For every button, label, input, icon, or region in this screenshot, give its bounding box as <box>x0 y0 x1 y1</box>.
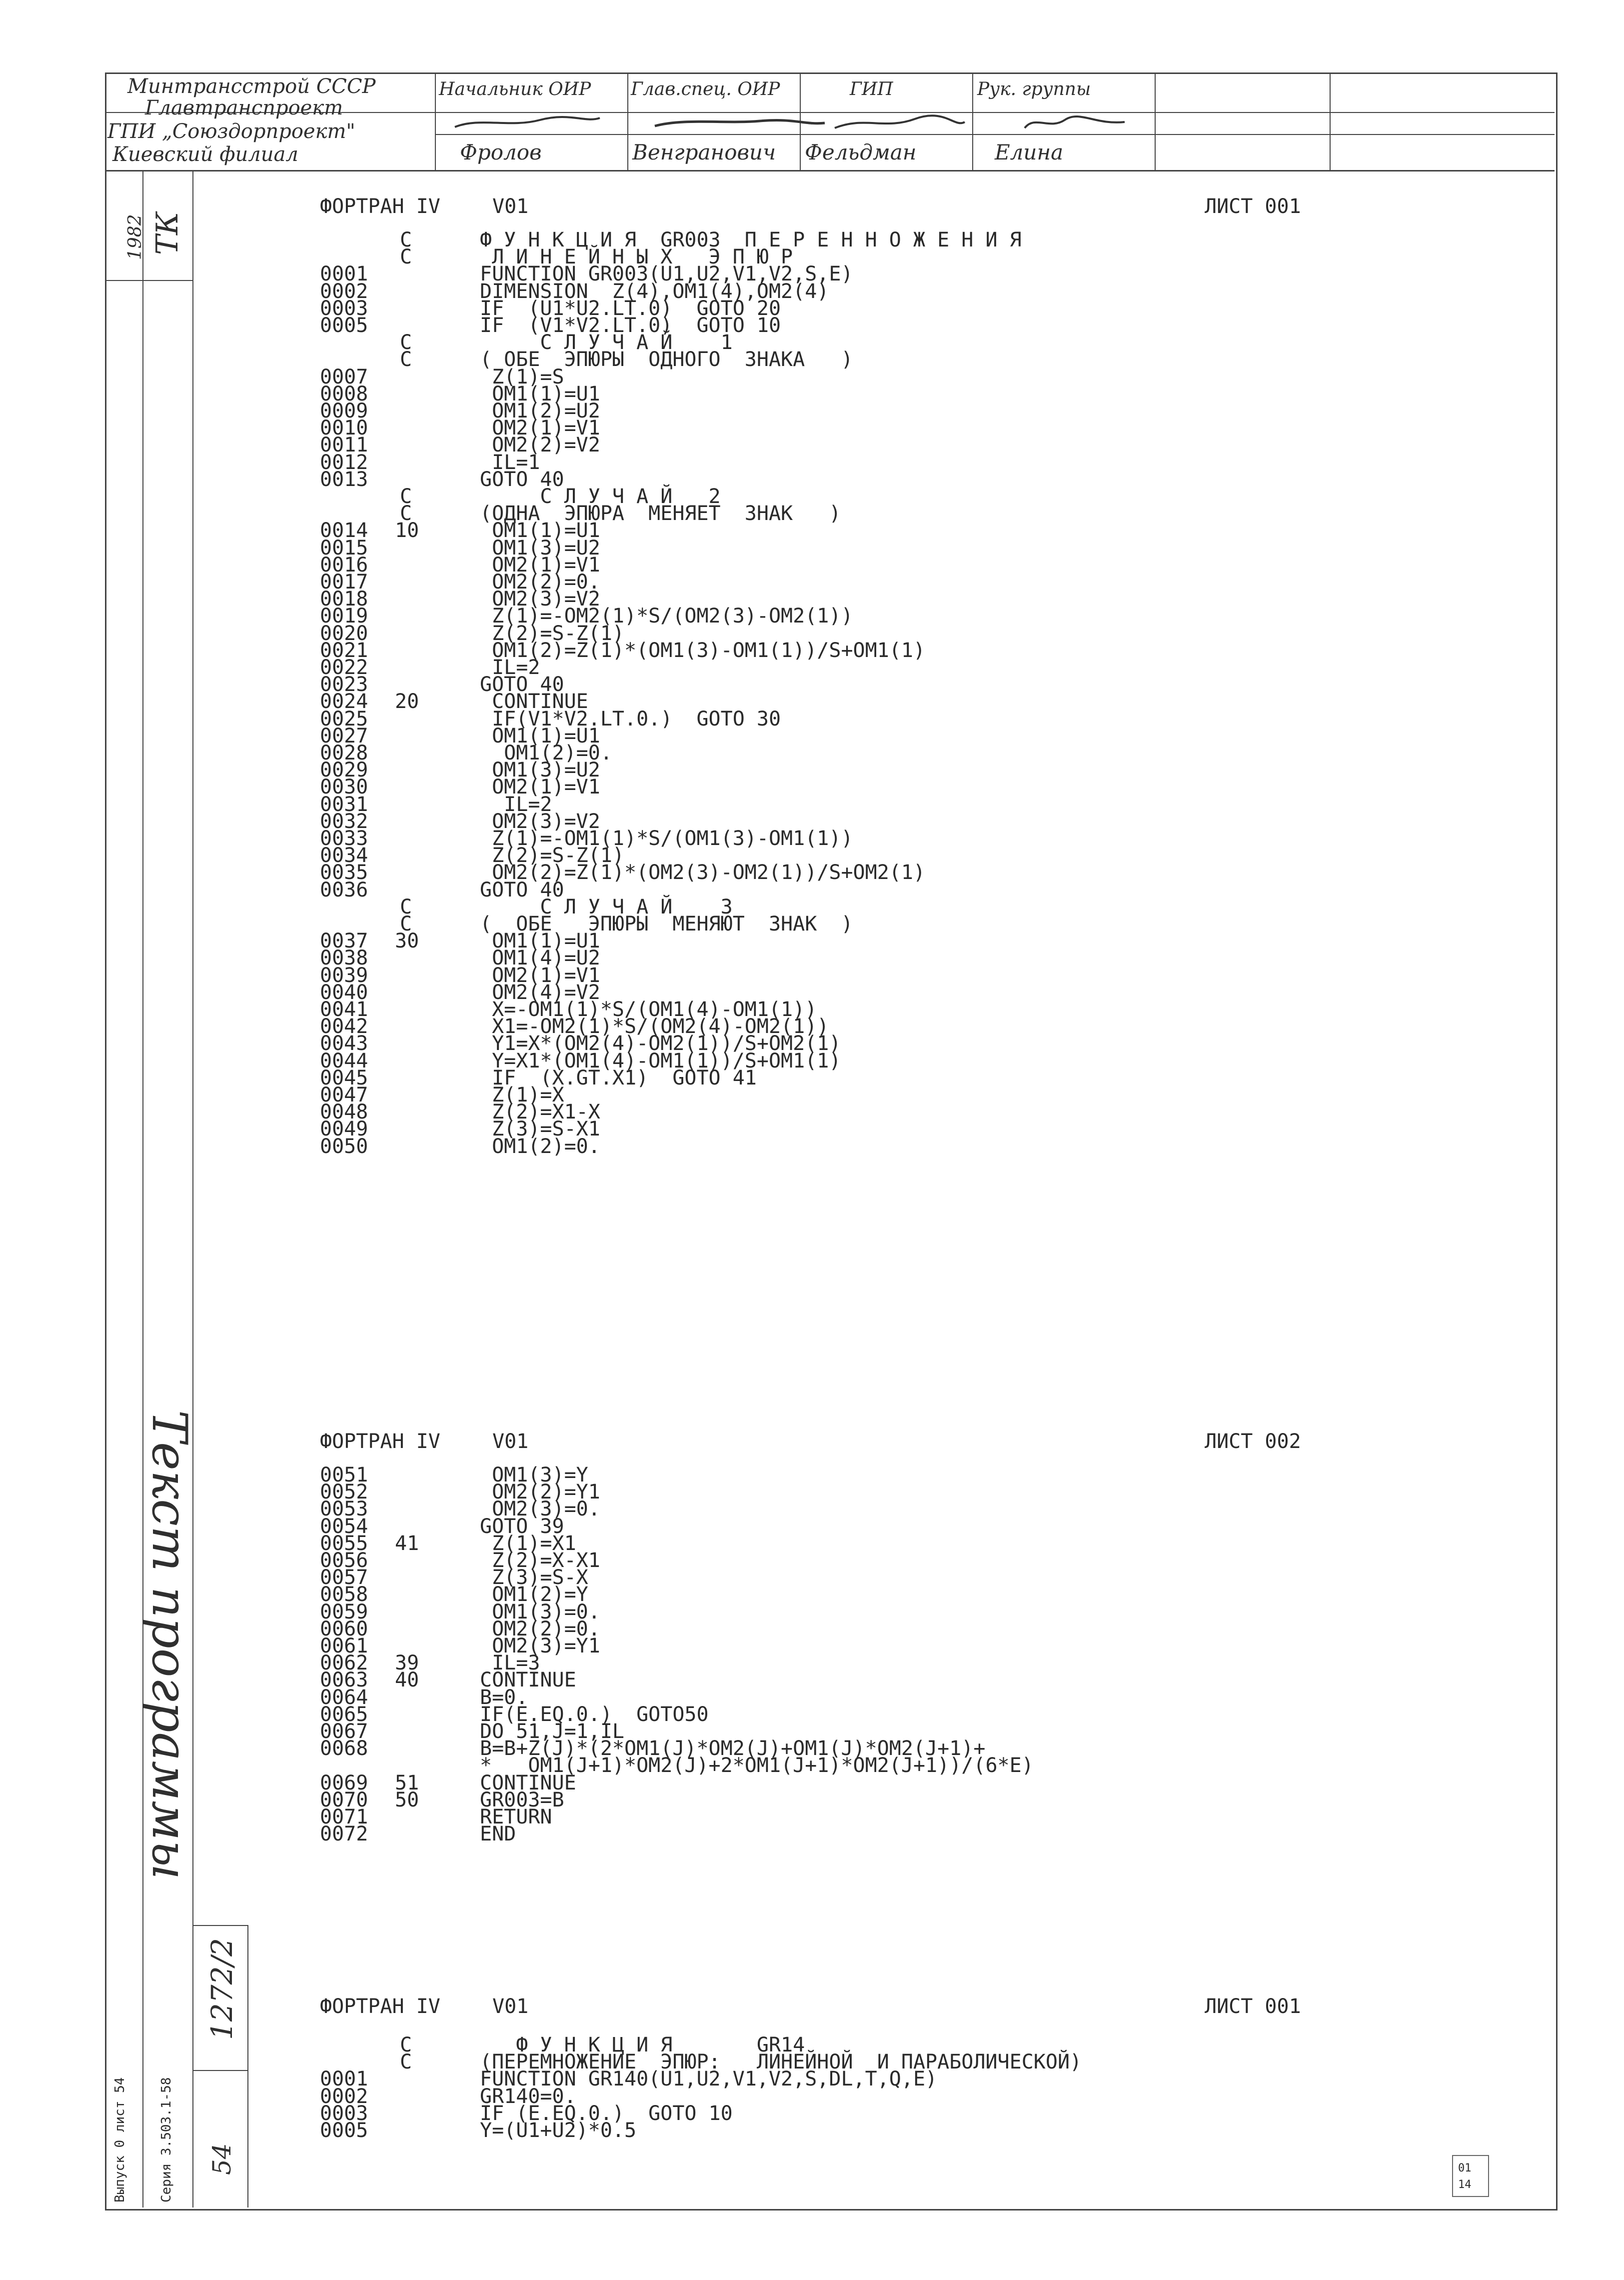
line-number: 0017 <box>320 570 368 594</box>
line-number: 0051 <box>320 1464 368 1486</box>
line-number: 0018 <box>320 588 368 611</box>
statement-label: C <box>400 348 412 372</box>
line-number: 0034 <box>320 844 368 868</box>
statement-label: C <box>400 2050 412 2074</box>
statement-text: Z(3)=S-X <box>480 1566 588 1590</box>
line-number: 0013 <box>320 468 368 491</box>
statement-text: * OM1(J+1)*OM2(J)+2*OM1(J+1)*OM2(J+1))/(6*E) <box>480 1754 1034 1778</box>
listing-language: ФОРТРАН IV <box>320 195 440 218</box>
statement-label: 51 <box>395 1771 419 1794</box>
statement-text: GOTO 40 <box>480 468 564 491</box>
line-number: 0005 <box>320 2119 368 2142</box>
margin-issue: Выпуск 0 лист 54 <box>112 2077 127 2202</box>
line-number: 0039 <box>320 964 368 987</box>
line-number: 0052 <box>320 1480 368 1504</box>
statement-text: IL=3 <box>480 1652 540 1675</box>
line-number: 0042 <box>320 1015 368 1038</box>
name-vengranovich: Венгранович <box>632 140 776 164</box>
statement-label: C <box>400 912 412 936</box>
statement-text: IL=2 <box>480 656 540 679</box>
org-line-1: Минтрансстрой СССР <box>127 75 376 98</box>
line-number: 0045 <box>320 1066 368 1090</box>
line-number: 0054 <box>320 1514 368 1538</box>
statement-text: OM1(3)=U2 <box>480 536 600 560</box>
statement-text: Y1=X*(OM2(4)-OM2(1))/S+OM2(1) <box>480 1032 841 1056</box>
listing-sheet-number: ЛИСТ 001 <box>1205 195 1301 218</box>
statement-text: IL=1 <box>480 450 540 474</box>
line-number: 0014 <box>320 519 368 542</box>
statement-text: X1=-OM2(1)*S/(OM2(4)-OM2(1)) <box>480 1015 829 1038</box>
statement-label: C <box>400 502 412 526</box>
name-elina: Елина <box>995 140 1064 164</box>
statement-text: OM2(1)=V1 <box>480 776 600 799</box>
statement-text: Z(3)=S-X1 <box>480 1118 600 1141</box>
statement-label: 41 <box>395 1532 419 1555</box>
statement-text: RETURN <box>480 1806 552 1828</box>
line-number: 0031 <box>320 792 368 816</box>
statement-text: OM2(2)=V2 <box>480 434 600 457</box>
line-number: 0012 <box>320 450 368 474</box>
statement-text: OM1(2)=U2 <box>480 400 600 422</box>
line-number: 0040 <box>320 980 368 1004</box>
org-line-4: Киевский филиал <box>112 143 298 166</box>
signature-marks <box>435 113 1155 134</box>
statement-label: 30 <box>395 930 419 953</box>
statement-text: OM1(1)=U1 <box>480 519 600 542</box>
statement-text: B=0. <box>480 1686 528 1709</box>
statement-text: OM1(1)=U1 <box>480 930 600 953</box>
line-number: 0023 <box>320 673 368 696</box>
line-number: 0043 <box>320 1032 368 1056</box>
line-number: 0021 <box>320 638 368 662</box>
statement-text: Z(1)=S <box>480 365 564 388</box>
statement-text: IF (E.EQ.0.) GOTO 10 <box>480 2102 733 2125</box>
statement-text: ( ОБЕ ЭПЮРЫ ОДНОГО ЗНАКА ) <box>480 348 853 372</box>
line-number: 0071 <box>320 1806 368 1828</box>
listing-version: V01 <box>492 1995 529 2018</box>
statement-text: OM1(1)=U1 <box>480 724 600 748</box>
statement-text: OM1(3)=U2 <box>480 758 600 782</box>
listing-version: V01 <box>492 1430 529 1453</box>
line-number: 0041 <box>320 998 368 1021</box>
statement-text: GR140=0. <box>480 2084 576 2108</box>
statement-text: B=B+Z(J)*(2*OM1(J)*OM2(J)+OM1(J)*OM2(J+1)+ <box>480 1737 986 1760</box>
line-number: 0005 <box>320 314 368 337</box>
statement-label: 40 <box>395 1668 419 1692</box>
line-number: 0003 <box>320 2102 368 2125</box>
statement-text: Z(2)=S-Z(1) <box>480 844 624 868</box>
line-number: 0061 <box>320 1634 368 1658</box>
statement-text: GOTO 40 <box>480 878 564 902</box>
statement-text: DIMENSION Z(4),OM1(4),OM2(4) <box>480 280 829 303</box>
statement-text: CONTINUE <box>480 690 588 714</box>
line-number: 0055 <box>320 1532 368 1555</box>
line-number: 0022 <box>320 656 368 679</box>
statement-text: OM2(1)=V1 <box>480 964 600 987</box>
line-number: 0036 <box>320 878 368 902</box>
statement-label: 10 <box>395 519 419 542</box>
line-number: 0072 <box>320 1822 368 1846</box>
line-number: 0065 <box>320 1702 368 1726</box>
line-number: 0027 <box>320 724 368 748</box>
statement-text: FUNCTION GR003(U1,U2,V1,V2,S,E) <box>480 262 853 286</box>
line-number: 0038 <box>320 946 368 970</box>
line-number: 0049 <box>320 1118 368 1141</box>
statement-text: Z(1)=X1 <box>480 1532 576 1555</box>
line-number: 0024 <box>320 690 368 714</box>
role-chief-spec: Глав.спец. ОИР <box>631 79 780 100</box>
name-feldman: Фельдман <box>805 140 917 164</box>
line-number: 0028 <box>320 742 368 764</box>
line-number: 0057 <box>320 1566 368 1590</box>
line-number: 0001 <box>320 2068 368 2091</box>
statement-text: OM2(3)=0. <box>480 1498 600 1521</box>
line-number: 0067 <box>320 1720 368 1743</box>
line-number: 0069 <box>320 1771 368 1794</box>
line-number: 0060 <box>320 1617 368 1640</box>
org-line-2: Главтранспроект <box>145 96 343 120</box>
statement-text: Y=X1*(OM1(4)-OM1(1))/S+OM1(1) <box>480 1049 841 1072</box>
role-group-lead: Рук. группы <box>977 79 1091 100</box>
statement-text: OM1(4)=U2 <box>480 946 600 970</box>
line-number: 0025 <box>320 707 368 730</box>
statement-text: OM2(2)=0. <box>480 570 600 594</box>
corner-mark <box>1452 2155 1489 2197</box>
statement-text: С Л У Ч А Й 2 <box>480 485 721 508</box>
org-line-3: ГПИ „Союздорпроект" <box>107 120 355 143</box>
line-number: 0056 <box>320 1549 368 1572</box>
corner-mark-text: 01 14 <box>1458 2162 1472 2191</box>
statement-text: С Л У Ч А Й 3 <box>480 895 733 918</box>
line-number: 0016 <box>320 553 368 576</box>
statement-text: С Л У Ч А Й 1 <box>480 331 733 354</box>
statement-text: GOTO 39 <box>480 1514 564 1538</box>
line-number: 0063 <box>320 1668 368 1692</box>
statement-text: IF (X.GT.X1) GOTO 41 <box>480 1066 757 1090</box>
line-number: 0050 <box>320 1134 368 1158</box>
statement-label: 50 <box>395 1788 419 1812</box>
name-frolov: Фролов <box>460 140 542 164</box>
statement-text: OM1(2)=Y <box>480 1583 588 1606</box>
statement-text: OM1(1)=U1 <box>480 382 600 406</box>
listing-sheet-number: ЛИСТ 002 <box>1205 1430 1301 1453</box>
line-number: 0033 <box>320 827 368 850</box>
margin-doc-number: 1272/2 <box>205 1938 239 2040</box>
line-number: 0053 <box>320 1498 368 1521</box>
statement-text: OM1(2)=0. <box>480 1134 600 1158</box>
margin-year: 1982 <box>125 214 145 260</box>
statement-text: Z(2)=X1-X <box>480 1100 600 1124</box>
statement-text: Y=(U1+U2)*0.5 <box>480 2119 637 2142</box>
statement-text: OM2(3)=V2 <box>480 810 600 833</box>
line-number: 0037 <box>320 930 368 953</box>
statement-text: Z(2)=S-Z(1) <box>480 622 624 645</box>
line-number: 0070 <box>320 1788 368 1812</box>
statement-text: OM2(1)=V1 <box>480 416 600 440</box>
statement-text: Z(2)=X-X1 <box>480 1549 600 1572</box>
statement-label: 20 <box>395 690 419 714</box>
line-number: 0010 <box>320 416 368 440</box>
statement-text: OM2(3)=V2 <box>480 588 600 611</box>
statement-label: C <box>400 246 412 269</box>
line-number: 0030 <box>320 776 368 799</box>
statement-text: IF (V1*V2.LT.0) GOTO 10 <box>480 314 781 337</box>
statement-text: X=-OM1(1)*S/(OM1(4)-OM1(1)) <box>480 998 817 1021</box>
statement-label: C <box>400 2034 412 2056</box>
role-head-oir: Начальник ОИР <box>439 79 591 100</box>
line-number: 0047 <box>320 1084 368 1106</box>
statement-label: 39 <box>395 1652 419 1675</box>
statement-text: Ф У Н К Ц И Я GR003 П Е Р Е Н Н О Ж Е Н И Я <box>480 228 1022 252</box>
statement-text: Ф У Н К Ц И Я GR14 <box>480 2034 805 2056</box>
statement-text: OM2(3)=Y1 <box>480 1634 600 1658</box>
statement-text: OM2(1)=V1 <box>480 553 600 576</box>
statement-text: OM2(2)=Z(1)*(OM2(3)-OM2(1))/S+OM2(1) <box>480 861 926 884</box>
statement-label: C <box>400 228 412 252</box>
role-gip: ГИП <box>850 79 893 100</box>
line-number: 0068 <box>320 1737 368 1760</box>
statement-text: OM1(3)=0. <box>480 1600 600 1624</box>
statement-text: END <box>480 1822 516 1846</box>
statement-text: ( ОБЕ ЭПЮРЫ МЕНЯЮТ ЗНАК ) <box>480 912 853 936</box>
statement-text: FUNCTION GR140(U1,U2,V1,V2,S,DL,T,Q,E) <box>480 2068 938 2091</box>
margin-page: 54 <box>207 2143 236 2175</box>
statement-text: IF (U1*U2.LT.0) GOTO 20 <box>480 296 781 320</box>
line-number: 0062 <box>320 1652 368 1675</box>
statement-text: CONTINUE <box>480 1771 576 1794</box>
statement-text: OM2(2)=Y1 <box>480 1480 600 1504</box>
statement-text: (ОДНА ЭПЮРА МЕНЯЕТ ЗНАК ) <box>480 502 841 526</box>
line-number: 0059 <box>320 1600 368 1624</box>
statement-text: Z(1)=-OM1(1)*S/(OM1(3)-OM1(1)) <box>480 827 853 850</box>
line-number: 0064 <box>320 1686 368 1709</box>
line-number: 0008 <box>320 382 368 406</box>
line-number: 0007 <box>320 365 368 388</box>
statement-text: Z(1)=-OM2(1)*S/(OM2(3)-OM2(1)) <box>480 604 853 628</box>
line-number: 0044 <box>320 1049 368 1072</box>
line-number: 0009 <box>320 400 368 422</box>
line-number: 0048 <box>320 1100 368 1124</box>
statement-text: IL=2 <box>480 792 552 816</box>
statement-text: Л И Н Е Й Н Ы Х Э П Ю Р <box>480 246 793 269</box>
statement-text: OM1(3)=Y <box>480 1464 588 1486</box>
line-number: 0003 <box>320 296 368 320</box>
line-number: 0029 <box>320 758 368 782</box>
statement-label: C <box>400 895 412 918</box>
statement-text: GOTO 40 <box>480 673 564 696</box>
line-number: 0019 <box>320 604 368 628</box>
line-number: 0001 <box>320 262 368 286</box>
line-number: 0020 <box>320 622 368 645</box>
statement-text: OM2(4)=V2 <box>480 980 600 1004</box>
line-number: 0035 <box>320 861 368 884</box>
line-number: 0015 <box>320 536 368 560</box>
listing-version: V01 <box>492 195 529 218</box>
margin-code: ТК <box>150 212 185 255</box>
margin-series: Серия 3.503.1-58 <box>159 2077 174 2202</box>
listing-sheet-number: ЛИСТ 001 <box>1205 1995 1301 2018</box>
statement-text: OM2(2)=0. <box>480 1617 600 1640</box>
line-number: 0032 <box>320 810 368 833</box>
statement-text: DO 51,J=1,IL <box>480 1720 624 1743</box>
statement-text: IF(E.EQ.0.) GOTO50 <box>480 1702 709 1726</box>
line-number: 0002 <box>320 2084 368 2108</box>
statement-text: GR003=B <box>480 1788 564 1812</box>
statement-text: IF(V1*V2.LT.0.) GOTO 30 <box>480 707 781 730</box>
listing-language: ФОРТРАН IV <box>320 1430 440 1453</box>
statement-text: OM1(2)=Z(1)*(OM1(3)-OM1(1))/S+OM1(1) <box>480 638 926 662</box>
statement-text: CONTINUE <box>480 1668 576 1692</box>
line-number: 0058 <box>320 1583 368 1606</box>
statement-text: (ПЕРЕМНОЖЕНИЕ ЭПЮР: ЛИНЕЙНОЙ И ПАРАБОЛИЧЕСКОЙ) <box>480 2050 1082 2074</box>
statement-text: Z(1)=X <box>480 1084 564 1106</box>
statement-label: C <box>400 485 412 508</box>
listing-language: ФОРТРАН IV <box>320 1995 440 2018</box>
line-number: 0011 <box>320 434 368 457</box>
line-number: 0002 <box>320 280 368 303</box>
margin-title: Текст программы <box>141 1410 197 1880</box>
statement-label: C <box>400 331 412 354</box>
statement-text: OM1(2)=0. <box>480 742 612 764</box>
